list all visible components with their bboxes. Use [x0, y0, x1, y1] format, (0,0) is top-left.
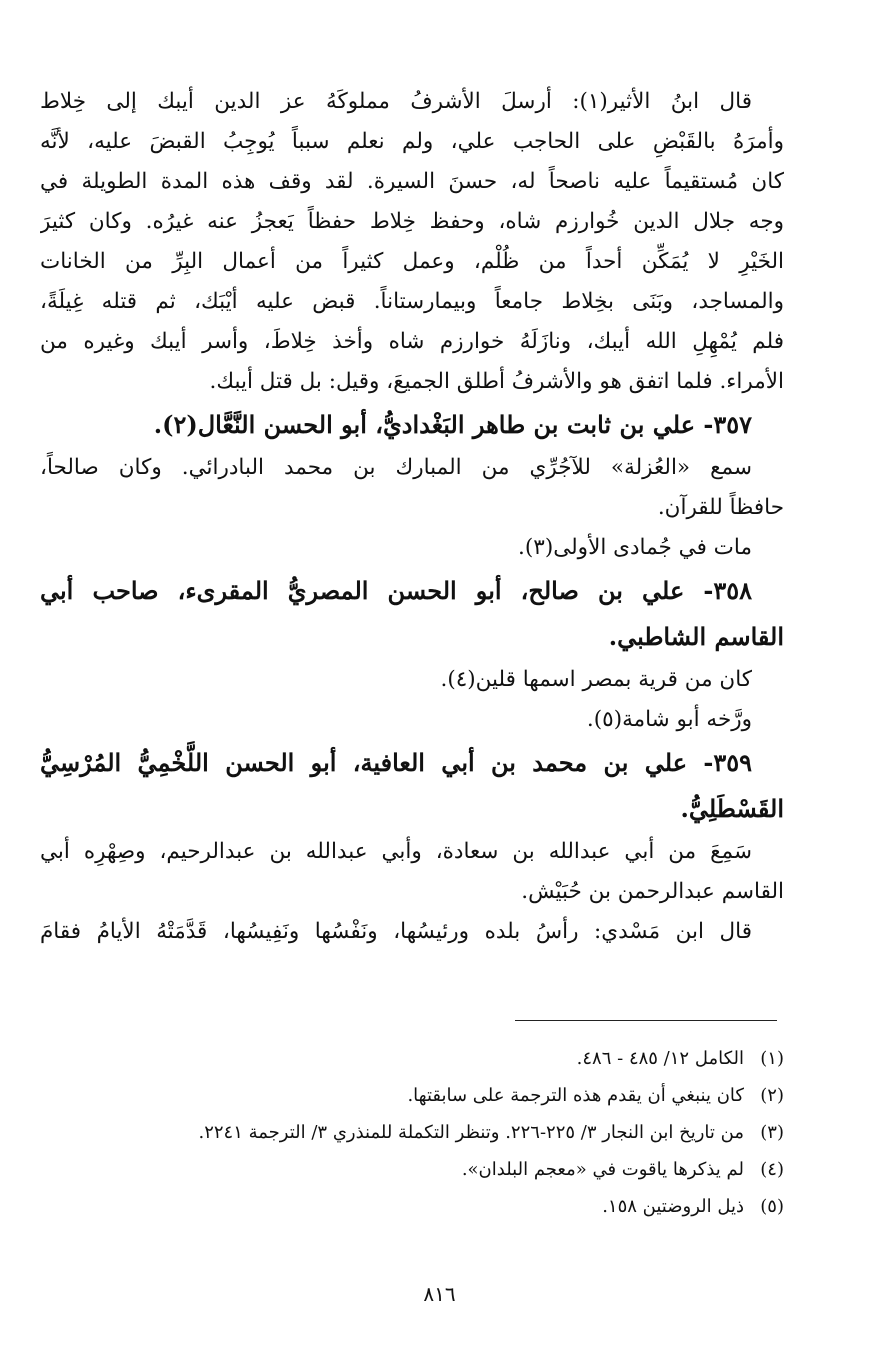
text-line: قال ابنُ الأثير(١): أرسلَ الأشرفُ مملوكَهُ عز الدين أيبك إلى خِلاط: [40, 89, 752, 114]
footnote: [40, 1114, 784, 1151]
text-line: القاسم عبدالرحمن بن حُبَيْش.: [521, 879, 784, 904]
entry-357: [40, 402, 784, 568]
footnotes: [40, 1040, 784, 1225]
text-line: الخَيْرِ لا يُمَكِّن أحداً من ظُلْم، وعمل كثيراً من أعمال البِرِّ من الخانات: [40, 249, 784, 274]
footnote: [40, 1151, 784, 1188]
footnote-text: ذيل الروضتين ١٥٨.: [602, 1196, 744, 1217]
footnote-number: (٤): [760, 1159, 784, 1180]
text-line: سَمِعَ من أبي عبدالله بن سعادة، وأبي عبدالله بن عبدالرحيم، وصِهْرِه أبي: [40, 839, 752, 864]
entry-heading: ٣٥٩- علي بن محمد بن أبي العافية، أبو الحسن اللَّخْمِيُّ المُرْسِيُّ: [40, 748, 752, 777]
text-line: سمع «العُزلة» للآجُرِّي من المبارك بن محمد البادرائي. وكان صالحاً،: [40, 455, 752, 480]
footnote: [40, 1077, 784, 1114]
text-line: والمساجد، وبَنَى بخِلاط جامعاً وبيمارستاناً. قبض عليه أيْبَك، ثم قتله غِيلَةً،: [40, 289, 784, 314]
entry-heading: ٣٥٨- علي بن صالح، أبو الحسن المصريُّ المقرىء، صاحب أبي: [40, 576, 752, 605]
text-line: ورَّخه أبو شامة(٥).: [586, 707, 752, 732]
page-number: ٨١٦: [423, 1282, 456, 1306]
text-line: فلم يُمْهِلِ الله أيبك، ونازَلَهُ خوارزم شاه وأخذ خِلاطَ، وأسر أيبك وغيره من: [40, 329, 784, 354]
footnote: [40, 1040, 784, 1077]
entry-358: [40, 568, 784, 740]
footnote-number: (٢): [760, 1085, 784, 1106]
footnote-number: (٥): [760, 1196, 784, 1217]
footnote-text: من تاريخ ابن النجار ٣/ ٢٢٥-٢٢٦. وتنظر التكملة للمنذري ٣/ الترجمة ٢٢٤١.: [198, 1122, 744, 1143]
footnote-number: (٣): [760, 1122, 784, 1143]
text-line: وأمرَهُ بالقَبْضِ على الحاجب علي، ولم نعلم سبباً يُوجِبُ القبضَ عليه، لأنَّه: [40, 129, 784, 154]
text-line: وجه جلال الدين خُوارزم شاه، وحفظ خِلاط حفظاً يَعجزُ عنه غيرُه. وكان كثيرَ: [40, 209, 784, 234]
paragraph-ibn-al-athir: [40, 82, 784, 402]
entry-heading-continued: القاسم الشاطبي.: [608, 622, 784, 651]
entry-heading-continued: القَسْطَلِيُّ.: [680, 794, 784, 823]
text-line: حافظاً للقرآن.: [657, 495, 784, 520]
footnote-separator: [515, 1020, 777, 1021]
text-line: كان مُستقيماً عليه ناصحاً له، حسنَ السيرة. لقد وقف هذه المدة الطويلة في: [40, 169, 784, 194]
entry-heading: ٣٥٧- علي بن ثابت بن طاهر البَغْداديُّ، أبو الحسن النَّعَّال(٢).: [153, 410, 752, 439]
footnote-text: كان ينبغي أن يقدم هذه الترجمة على سابقتها.: [407, 1085, 744, 1106]
footnote-text: لم يذكرها ياقوت في «معجم البلدان».: [461, 1159, 744, 1180]
text-line: مات في جُمادى الأولى(٣).: [518, 535, 752, 560]
footnote: [40, 1188, 784, 1225]
footnote-number: (١): [760, 1048, 784, 1069]
footnote-text: الكامل ١٢/ ٤٨٥ - ٤٨٦.: [576, 1048, 744, 1069]
entry-359: [40, 740, 784, 952]
text-line: كان من قرية بمصر اسمها قلين(٤).: [440, 667, 752, 692]
text-line: قال ابن مَسْدي: رأسُ بلده ورئيسُها، ونَفْسُها ونَفِيسُها، قَدَّمَتْهُ الأيامُ فقامَ: [40, 919, 752, 944]
text-line: الأمراء. فلما اتفق هو والأشرفُ أطلق الجميعَ، وقيل: بل قتل أيبك.: [209, 369, 784, 394]
